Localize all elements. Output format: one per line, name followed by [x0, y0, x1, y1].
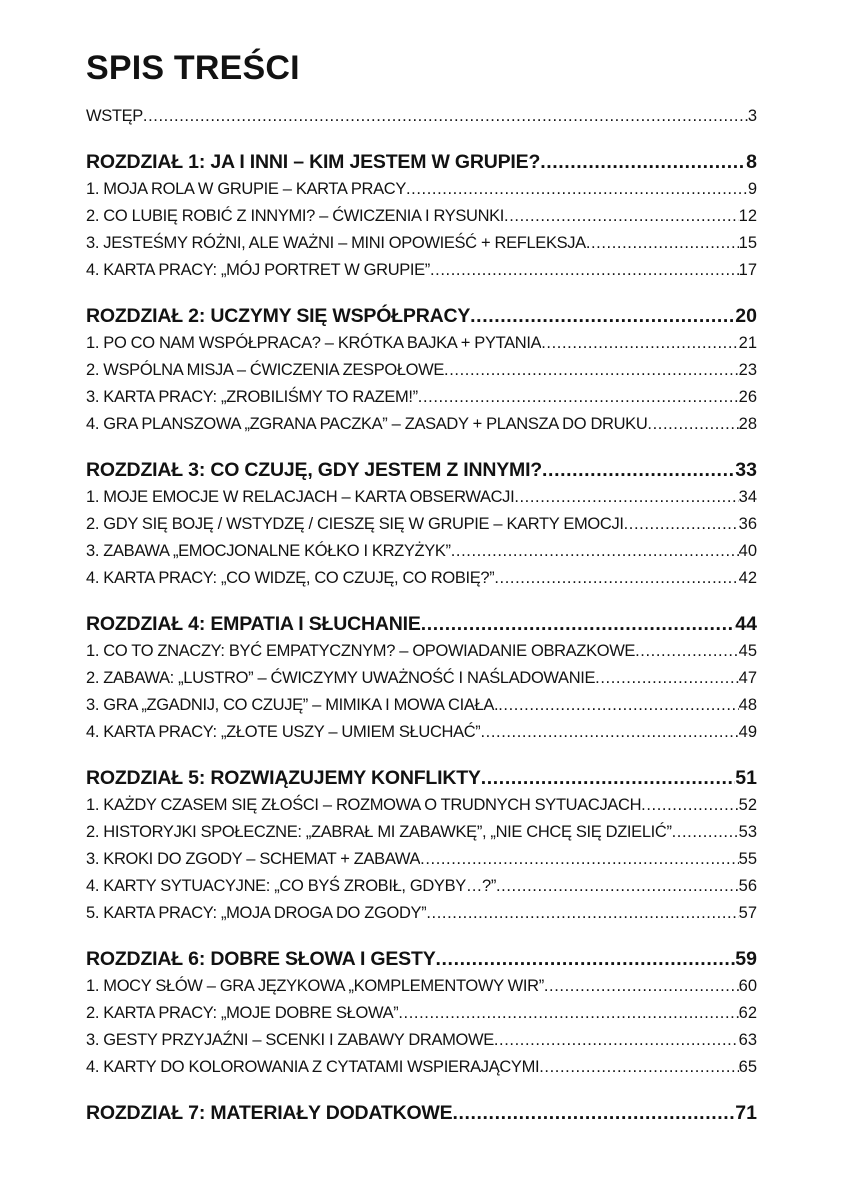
toc-item-entry[interactable] [86, 203, 757, 230]
item-label: 2. KARTA PRACY: „MOJE DOBRE SŁOWA” [86, 1004, 399, 1023]
dot-leader [451, 538, 739, 565]
dot-leader [542, 457, 735, 484]
toc-item-entry[interactable] [86, 873, 757, 900]
toc-item-entry[interactable] [86, 792, 757, 819]
page-title: SPIS TREŚCI [86, 49, 300, 87]
toc-item-entry[interactable] [86, 411, 757, 438]
toc-chapter-entry[interactable] [86, 611, 757, 638]
toc-item-entry[interactable] [86, 665, 757, 692]
dot-leader [496, 873, 739, 900]
dot-leader [426, 900, 738, 927]
dot-leader [544, 973, 739, 1000]
toc-item-entry[interactable] [86, 1000, 757, 1027]
item-page-number: 55 [738, 850, 757, 869]
item-label: 1. MOCY SŁÓW – GRA JĘZYKOWA „KOMPLEMENTOWY WIR” [86, 977, 544, 996]
chapter-block [86, 611, 757, 746]
dot-leader [672, 819, 739, 846]
dot-leader [444, 357, 739, 384]
chapter-items [86, 638, 757, 746]
item-label: 4. KARTY SYTUACYJNE: „CO BYŚ ZROBIŁ, GDYBY…?” [86, 877, 496, 896]
item-label: 2. GDY SIĘ BOJĘ / WSTYDZĘ / CIESZĘ SIĘ W GRUPIE – KARTY EMOCJI [86, 515, 624, 534]
chapter-page-number: 71 [735, 1102, 757, 1125]
chapter-page-number: 59 [735, 948, 757, 971]
item-page-number: 40 [738, 542, 757, 561]
dot-leader [430, 257, 739, 284]
item-page-number: 17 [738, 261, 757, 280]
chapter-block [86, 303, 757, 438]
item-label: 4. KARTA PRACY: „ZŁOTE USZY – UMIEM SŁUCHAĆ” [86, 723, 481, 742]
toc-item-entry[interactable] [86, 230, 757, 257]
toc-item-entry[interactable] [86, 538, 757, 565]
chapter-page-number: 33 [735, 459, 757, 482]
dot-leader [641, 792, 738, 819]
toc-item-entry[interactable] [86, 973, 757, 1000]
item-label: 1. MOJE EMOCJE W RELACJACH – KARTA OBSERWACJI [86, 488, 515, 507]
toc-item-entry[interactable] [86, 176, 757, 203]
item-label: 1. CO TO ZNACZY: BYĆ EMPATYCZNYM? – OPOWIADANIE OBRAZKOWE [86, 642, 636, 661]
item-label: 3. GESTY PRZYJAŹNI – SCENKI I ZABAWY DRAMOWE [86, 1031, 494, 1050]
item-label: 4. KARTY DO KOLOROWANIA Z CYTATAMI WSPIERAJĄCYMI [86, 1058, 540, 1077]
toc-item-entry[interactable] [86, 257, 757, 284]
chapter-title-label: ROZDZIAŁ 1: JA I INNI – KIM JESTEM W GRUPIE? [86, 151, 541, 174]
item-label: 2. ZABAWA: „LUSTRO” – ĆWICZYMY UWAŻNOŚĆ I NAŚLADOWANIE [86, 669, 596, 688]
item-page-number: 56 [738, 877, 757, 896]
item-page-number: 36 [738, 515, 757, 534]
item-page-number: 53 [738, 823, 757, 842]
chapter-title-label: ROZDZIAŁ 4: EMPATIA I SŁUCHANIE [86, 613, 421, 636]
chapter-title-label: ROZDZIAŁ 5: ROZWIĄZUJEMY KONFLIKTY [86, 767, 481, 790]
dot-leader [635, 638, 739, 665]
chapter-title-label: ROZDZIAŁ 7: MATERIAŁY DODATKOWE [86, 1102, 453, 1125]
dot-leader [595, 665, 738, 692]
chapter-items [86, 973, 757, 1081]
chapter-title-label: ROZDZIAŁ 3: CO CZUJĘ, GDY JESTEM Z INNYMI? [86, 459, 543, 482]
item-label: 1. PO CO NAM WSPÓŁPRACA? – KRÓTKA BAJKA + PYTANIA [86, 334, 542, 353]
toc-item-entry[interactable] [86, 1054, 757, 1081]
item-label: 2. HISTORYJKI SPOŁECZNE: „ZABRAŁ MI ZABAWKĘ”, „NIE CHCĘ SIĘ DZIELIĆ” [86, 823, 672, 842]
toc-item-entry[interactable] [86, 819, 757, 846]
dot-leader [540, 149, 746, 176]
item-page-number: 34 [738, 488, 757, 507]
chapter-page-number: 8 [746, 151, 757, 174]
item-page-number: 45 [738, 642, 757, 661]
chapter-items [86, 176, 757, 284]
toc-entry-label: WSTĘP [86, 107, 143, 126]
chapter-title-label: ROZDZIAŁ 6: DOBRE SŁOWA I GESTY [86, 948, 436, 971]
item-label: 1. MOJA ROLA W GRUPIE – KARTA PRACY [86, 180, 406, 199]
item-page-number: 65 [738, 1058, 757, 1077]
dot-leader [514, 484, 738, 511]
item-page-number: 57 [738, 904, 757, 923]
toc-item-entry[interactable] [86, 692, 757, 719]
item-label: 2. WSPÓLNA MISJA – ĆWICZENIA ZESPOŁOWE [86, 361, 445, 380]
chapter-items [86, 330, 757, 438]
item-page-number: 12 [738, 207, 757, 226]
table-of-contents [86, 103, 757, 1127]
item-page-number: 21 [738, 334, 757, 353]
item-label: 4. KARTA PRACY: „CO WIDZĘ, CO CZUJĘ, CO ROBIĘ?” [86, 569, 495, 588]
dot-leader [480, 719, 738, 746]
toc-chapter-entry[interactable] [86, 1100, 757, 1127]
item-page-number: 15 [738, 234, 757, 253]
dot-leader [498, 692, 738, 719]
item-page-number: 62 [738, 1004, 757, 1023]
chapter-page-number: 44 [735, 613, 757, 636]
toc-item-entry[interactable] [86, 484, 757, 511]
item-label: 4. KARTA PRACY: „MÓJ PORTRET W GRUPIE” [86, 261, 430, 280]
chapter-list [86, 149, 757, 1127]
toc-item-entry[interactable] [86, 384, 757, 411]
item-page-number: 52 [738, 796, 757, 815]
item-label: 3. KROKI DO ZGODY – SCHEMAT + ZABAWA [86, 850, 421, 869]
toc-entry-page-number: 3 [747, 107, 757, 126]
item-label: 3. GRA „ZGADNIJ, CO CZUJĘ” – MIMIKA I MOWA CIAŁA. [86, 696, 499, 715]
dot-leader [420, 846, 739, 873]
item-label: 3. JESTEŚMY RÓŻNI, ALE WAŻNI – MINI OPOWIEŚĆ + REFLEKSJA [86, 234, 586, 253]
dot-leader [470, 303, 735, 330]
chapter-block [86, 149, 757, 284]
dot-leader [539, 1054, 738, 1081]
dot-leader [452, 1100, 735, 1127]
dot-leader [398, 1000, 738, 1027]
dot-leader [143, 103, 748, 130]
item-page-number: 26 [738, 388, 757, 407]
chapter-block [86, 765, 757, 927]
dot-leader [586, 230, 739, 257]
dot-leader [494, 565, 738, 592]
toc-chapter-entry[interactable] [86, 149, 757, 176]
item-page-number: 42 [738, 569, 757, 588]
chapter-page-number: 51 [735, 767, 757, 790]
toc-entry-wstep[interactable] [86, 103, 757, 130]
item-label: 4. GRA PLANSZOWA „ZGRANA PACZKA” – ZASADY + PLANSZA DO DRUKU [86, 415, 648, 434]
item-label: 3. ZABAWA „EMOCJONALNE KÓŁKO I KRZYŻYK” [86, 542, 451, 561]
chapter-block [86, 1100, 757, 1127]
item-page-number: 23 [738, 361, 757, 380]
dot-leader [418, 384, 739, 411]
item-page-number: 48 [738, 696, 757, 715]
dot-leader [504, 203, 739, 230]
chapter-title-label: ROZDZIAŁ 2: UCZYMY SIĘ WSPÓŁPRACY [86, 305, 471, 328]
toc-item-entry[interactable] [86, 565, 757, 592]
item-page-number: 63 [738, 1031, 757, 1050]
item-label: 5. KARTA PRACY: „MOJA DROGA DO ZGODY” [86, 904, 427, 923]
toc-chapter-entry[interactable] [86, 457, 757, 484]
chapter-page-number: 20 [735, 305, 757, 328]
toc-item-entry[interactable] [86, 1027, 757, 1054]
dot-leader [436, 946, 736, 973]
dot-leader [406, 176, 748, 203]
item-page-number: 47 [738, 669, 757, 688]
item-label: 3. KARTA PRACY: „ZROBILIŚMY TO RAZEM!” [86, 388, 418, 407]
item-page-number: 9 [747, 180, 757, 199]
item-label: 1. KAŻDY CZASEM SIĘ ZŁOŚCI – ROZMOWA O TRUDNYCH SYTUACJACH [86, 796, 642, 815]
toc-chapter-entry[interactable] [86, 946, 757, 973]
toc-chapter-entry[interactable] [86, 303, 757, 330]
dot-leader [624, 511, 739, 538]
dot-leader [494, 1027, 739, 1054]
dot-leader [421, 611, 736, 638]
toc-item-entry[interactable] [86, 719, 757, 746]
dot-leader [647, 411, 738, 438]
toc-item-entry[interactable] [86, 638, 757, 665]
toc-item-entry[interactable] [86, 511, 757, 538]
chapter-items [86, 792, 757, 927]
dot-leader [541, 330, 738, 357]
dot-leader [481, 765, 736, 792]
toc-chapter-entry[interactable] [86, 765, 757, 792]
item-page-number: 28 [738, 415, 757, 434]
item-label: 2. CO LUBIĘ ROBIĆ Z INNYMI? – ĆWICZENIA I RYSUNKI [86, 207, 505, 226]
chapter-items [86, 484, 757, 592]
toc-item-entry[interactable] [86, 900, 757, 927]
toc-item-entry[interactable] [86, 357, 757, 384]
toc-item-entry[interactable] [86, 330, 757, 357]
item-page-number: 49 [738, 723, 757, 742]
item-page-number: 60 [738, 977, 757, 996]
toc-item-entry[interactable] [86, 846, 757, 873]
chapter-block [86, 946, 757, 1081]
chapter-block [86, 457, 757, 592]
